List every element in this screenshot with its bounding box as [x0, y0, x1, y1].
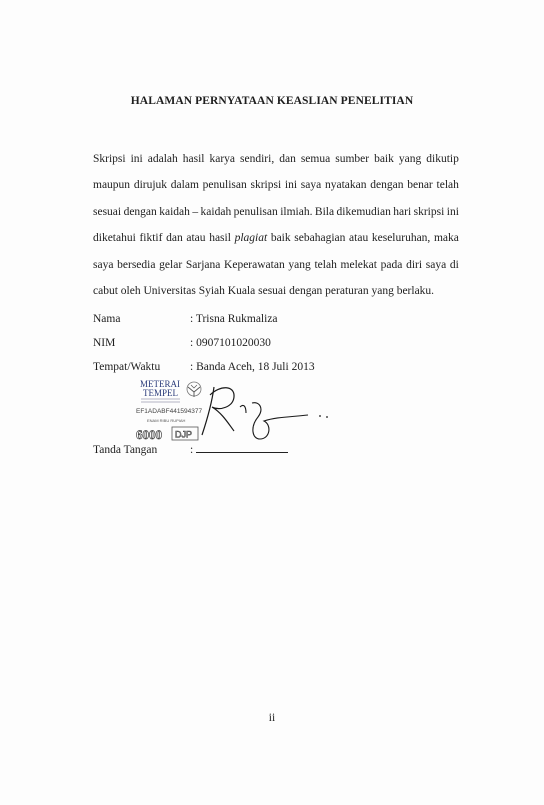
page-title: HALAMAN PERNYATAAN KEASLIAN PENELITIAN	[130, 95, 414, 107]
paragraph-word: karya	[209, 153, 236, 165]
paragraph-word: ini	[446, 205, 459, 218]
paragraph-word: benar	[407, 179, 433, 192]
paragraph-word: dan	[166, 232, 183, 245]
paragraph-line	[93, 146, 459, 172]
paragraph-word: Sarjana	[185, 258, 221, 271]
paragraph-word: fiktif	[139, 232, 163, 245]
paragraph-word: baik	[270, 232, 291, 245]
paragraph-word: gelar	[159, 258, 183, 271]
field-label: Tempat/Waktu	[93, 361, 161, 373]
paragraph-line	[93, 172, 459, 198]
paragraph-word: atau	[186, 232, 206, 245]
paragraph-word: skripsi	[250, 179, 282, 192]
paragraph-word: hasil	[182, 153, 205, 165]
paragraph-word: kaidah	[159, 205, 190, 218]
paragraph-word: hari	[393, 205, 412, 218]
stamp-title: METERAI	[140, 379, 180, 389]
paragraph-word: dalam	[170, 179, 199, 192]
paragraph-line	[93, 252, 459, 278]
paragraph-word: dikutip	[426, 153, 459, 165]
paragraph-word: –	[192, 205, 199, 218]
paragraph-line	[93, 278, 459, 304]
paragraph-word: di	[449, 258, 459, 271]
handwritten-signature	[190, 377, 340, 447]
paragraph-line	[93, 199, 459, 225]
paragraph-word: telah	[436, 179, 459, 192]
paragraph-line	[93, 225, 459, 251]
paragraph-word: saya	[300, 179, 322, 192]
paragraph-word: kaidah	[200, 205, 232, 218]
paragraph-word: saya	[93, 258, 114, 271]
paragraph-word: atau	[349, 232, 369, 245]
paragraph-word: semua	[300, 153, 331, 165]
field-value: : 0907101020030	[190, 337, 271, 349]
paragraph-word: dirujuk	[133, 179, 168, 192]
field-colon: :	[190, 444, 194, 456]
paragraph-word: maka	[433, 232, 459, 245]
field-label: Tanda Tangan	[93, 444, 158, 456]
field-value: : Banda Aceh, 18 Juli 2013	[190, 361, 315, 373]
paragraph-word: keseluruhan,	[371, 232, 431, 245]
paragraph-word: maupun	[93, 179, 131, 192]
paragraph-word: yang	[288, 258, 311, 271]
signature-line	[196, 452, 288, 453]
field-value: : Trisna Rukmaliza	[190, 313, 278, 325]
paragraph-word: adalah	[147, 153, 178, 165]
stamp-serial: EF1ADABF441594377	[136, 408, 203, 415]
stamp-subtitle: TEMPEL	[143, 388, 178, 398]
paragraph-word: sendiri,	[240, 153, 275, 165]
paragraph-word: diri	[406, 258, 423, 271]
page-number: ii	[268, 712, 276, 724]
paragraph-word: dengan	[370, 179, 404, 192]
paragraph-word: hasil	[209, 232, 231, 245]
statement-paragraph	[93, 146, 459, 304]
paragraph-word: ilmiah.	[280, 205, 313, 218]
paragraph-word: Keperawatan	[224, 258, 285, 271]
field-label: Nama	[93, 313, 121, 325]
stamp-abbr: DJP	[175, 429, 193, 440]
paragraph-word: diketahui	[93, 232, 136, 245]
stamp-value: 6000	[136, 427, 162, 442]
paragraph-word: Bila	[314, 205, 335, 218]
paragraph-word: telah	[314, 258, 337, 271]
paragraph-word: plagiat	[234, 232, 268, 245]
paragraph-word: ini	[284, 179, 298, 192]
paragraph-word: bersedia	[117, 258, 156, 271]
paragraph-word: dikemudian	[336, 205, 391, 218]
paragraph-word: cabut oleh Universitas Syiah Kuala sesuai dengan peraturan yang berlaku.	[93, 285, 435, 298]
paragraph-word: nyatakan	[324, 179, 367, 192]
paragraph-word: pada	[380, 258, 403, 271]
paragraph-word: melekat	[340, 258, 377, 271]
paragraph-word: sebahagian	[294, 232, 346, 245]
paragraph-word: dengan	[123, 205, 157, 218]
field-label: NIM	[93, 337, 116, 349]
paragraph-word: penulisan	[233, 205, 278, 218]
paragraph-word: Skripsi	[93, 153, 126, 165]
paragraph-word: sesuai	[93, 205, 122, 218]
paragraph-word: penulisan	[202, 179, 247, 192]
paragraph-word: sumber	[335, 153, 370, 165]
paragraph-word: baik	[374, 153, 394, 165]
stamp-small-text: ENAM RIBU RUPIAH	[147, 418, 186, 423]
paragraph-word: skripsi	[413, 205, 445, 218]
paragraph-word: saya	[425, 258, 447, 271]
paragraph-word: yang	[398, 153, 422, 165]
signature-area	[110, 377, 330, 447]
paragraph-word: dan	[279, 153, 296, 165]
paragraph-word: ini	[130, 153, 143, 165]
